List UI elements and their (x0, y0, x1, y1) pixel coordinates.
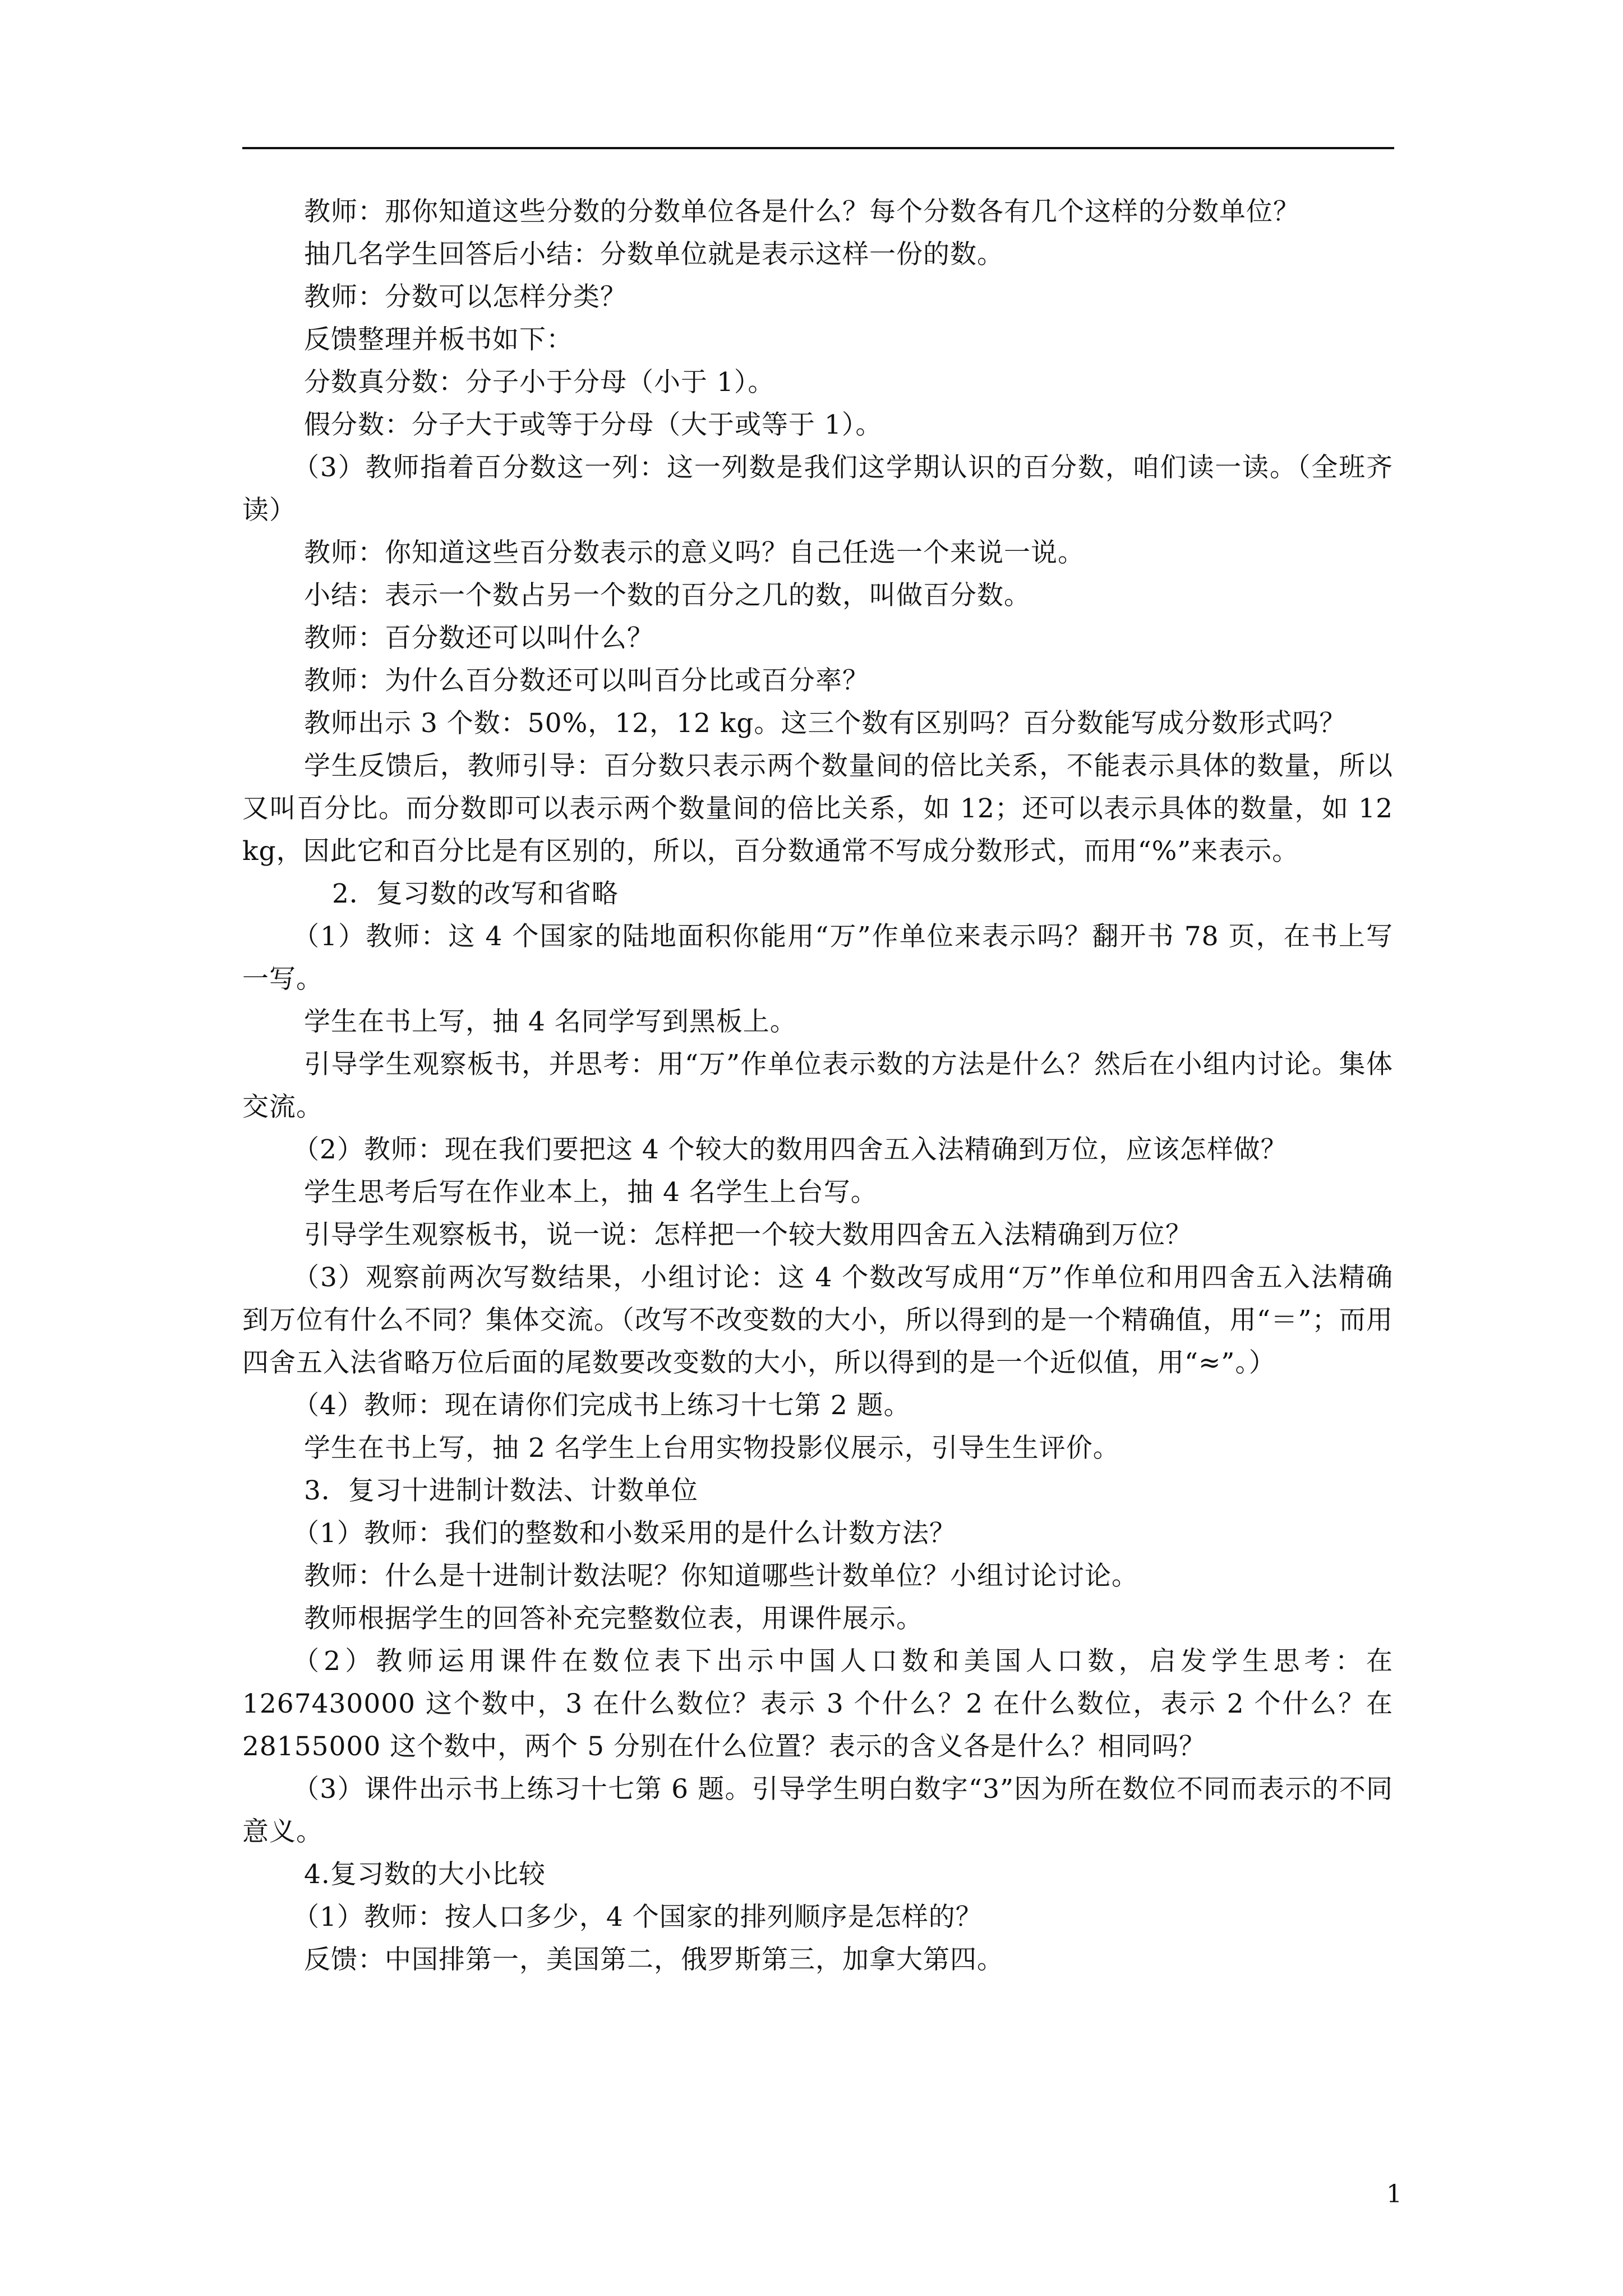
document-body (242, 191, 1402, 1981)
paragraph: 引导学生观察板书，并思考：用“万”作单位表示数的方法是什么？然后在小组内讨论。集体交流。 (242, 1049, 1393, 1122)
paragraph: 教师：什么是十进制计数法呢？你知道哪些计数单位？小组讨论讨论。 (304, 1561, 1138, 1591)
paragraph: 教师：为什么百分数还可以叫百分比或百分率？ (304, 665, 869, 696)
paragraph: 教师：那你知道这些分数的分数单位各是什么？每个分数各有几个这样的分数单位？ (304, 196, 1300, 227)
paragraph: 教师：你知道这些百分数表示的意义吗？自己任选一个来说一说。 (304, 537, 1085, 568)
paragraph: （3）观察前两次写数结果，小组讨论：这 4 个数改写成用“万”作单位和用四舍五入法精确到万位有什么不同？集体交流。（改写不改变数的大小，所以得到的是一个精确值，用“＝”；而用四舍五入法省略万位后面的尾数要改变数的大小，所以得到的是一个近似值，用“≈”。） (242, 1262, 1393, 1378)
paragraph: 引导学生观察板书，说一说：怎样把一个较大数用四舍五入法精确到万位？ (304, 1220, 1192, 1250)
paragraph: 分数真分数：分子小于分母（小于 1）。 (304, 367, 775, 398)
paragraph: 教师：分数可以怎样分类？ (304, 282, 627, 312)
paragraph: 假分数：分子大于或等于分母（大于或等于 1）。 (304, 409, 883, 440)
paragraph: （4）教师：现在请你们完成书上练习十七第 2 题。 (293, 1390, 911, 1421)
paragraph: 学生反馈后，教师引导：百分数只表示两个数量间的倍比关系，不能表示具体的数量，所以又叫百分比。而分数即可以表示两个数量间的倍比关系，如 12；还可以表示具体的数量，如 12 kg，因此它和百分比是有区别的，所以，百分数通常不写成分数形式，而用“%”来表示。 (242, 751, 1402, 867)
paragraph: 教师：百分数还可以叫什么？ (304, 623, 654, 654)
paragraph: 教师根据学生的回答补充完整数位表，用课件展示。 (304, 1603, 923, 1634)
paragraph: 小结：表示一个数占另一个数的百分之几的数，叫做百分数。 (304, 580, 1031, 611)
paragraph: 教师出示 3 个数：50%，12，12 kg。这三个数有区别吗？百分数能写成分数形式吗？ (304, 708, 1347, 739)
paragraph: 学生思考后写在作业本上，抽 4 名学生上台写。 (304, 1177, 878, 1208)
paragraph: （1）教师：这 4 个国家的陆地面积你能用“万”作单位来表示吗？翻开书 78 页，在书上写一写。 (242, 921, 1393, 995)
paragraph: 抽几名学生回答后小结：分数单位就是表示这样一份的数。 (304, 239, 1004, 270)
paragraph: 学生在书上写，抽 4 名同学写到黑板上。 (304, 1006, 797, 1037)
section-heading: 4.复习数的大小比较 (304, 1859, 546, 1890)
section-heading: 3．复习十进制计数法、计数单位 (304, 1475, 698, 1506)
paragraph: （2）教师运用课件在数位表下出示中国人口数和美国人口数，启发学生思考：在1267430000 这个数中，3 在什么数位？表示 3 个什么？2 在什么数位，表示 2 个什么？在28155000 这个数中，两个 5 分别在什么位置？表示的含义各是什么？相同吗？ (242, 1646, 1393, 1762)
paragraph: 学生在书上写，抽 2 名学生上台用实物投影仪展示，引导生生评价。 (304, 1433, 1120, 1464)
header-rule (242, 147, 1394, 149)
section-heading: 2．复习数的改写和省略 (332, 878, 619, 909)
paragraph: 反馈整理并板书如下： (304, 324, 573, 355)
paragraph: 反馈：中国排第一，美国第二，俄罗斯第三，加拿大第四。 (304, 1944, 1004, 1975)
paragraph: （3）课件出示书上练习十七第 6 题。引导学生明白数字“3”因为所在数位不同而表示的不同意义。 (242, 1774, 1393, 1847)
paragraph: （3）教师指着百分数这一列：这一列数是我们这学期认识的百分数，咱们读一读。（全班齐读） (242, 452, 1393, 526)
paragraph: （1）教师：按人口多少，4 个国家的排列顺序是怎样的？ (293, 1902, 983, 1932)
page-number: 1 (1386, 2180, 1402, 2208)
paragraph: （2）教师：现在我们要把这 4 个较大的数用四舍五入法精确到万位，应该怎样做？ (293, 1134, 1288, 1165)
paragraph: （1）教师：我们的整数和小数采用的是什么计数方法？ (293, 1518, 956, 1549)
